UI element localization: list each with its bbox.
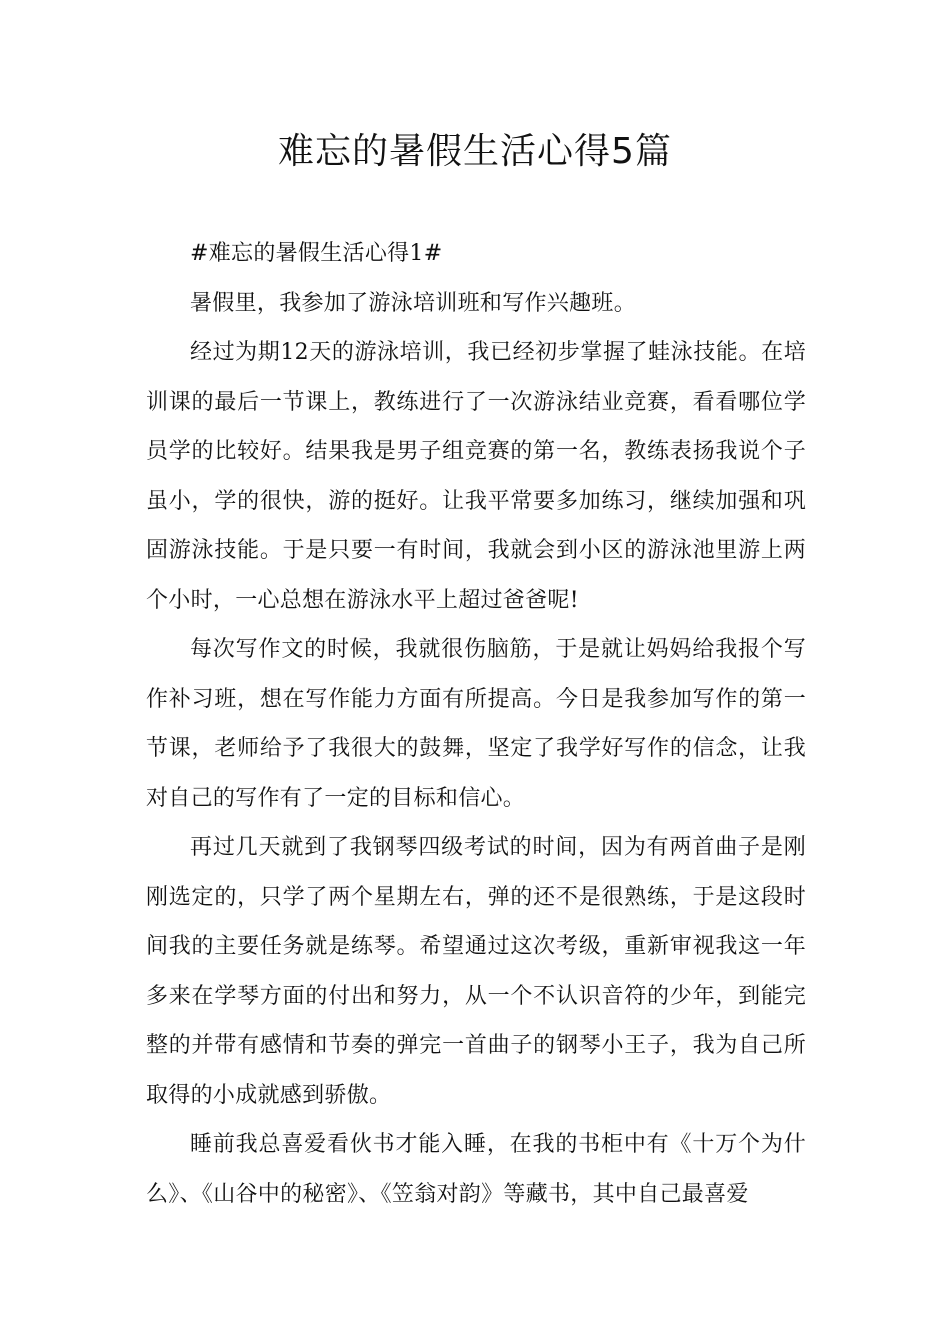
paragraph: 暑假里，我参加了游泳培训班和写作兴趣班。 bbox=[190, 290, 637, 316]
paragraph: 睡前我总喜爱看伙书才能入睡，在我的书柜中有《十万个为什么》、《山谷中的秘密》、《笠翁对韵》等藏书，其中自己最喜爱 bbox=[146, 1132, 806, 1207]
document-title: 难忘的暑假生活心得5篇 bbox=[278, 131, 672, 172]
paragraph: 每次写作文的时候，我就很伤脑筋，于是就让妈妈给我报个写作补习班，想在写作能力方面有所提高。今日是我参加写作的第一节课，老师给予了我很大的鼓舞，坚定了我学好写作的信念，让我对自己的写作有了一定的目标和信心。 bbox=[146, 637, 806, 811]
paragraph: 再过几天就到了我钢琴四级考试的时间，因为有两首曲子是刚刚选定的，只学了两个星期左右，弹的还不是很熟练，于是这段时间我的主要任务就是练琴。希望通过这次考级，重新审视我这一年多来在学琴方面的付出和努力，从一个不认识音符的少年，到能完整的并带有感情和节奏的弹完一首曲子的钢琴小王子，我为自己所取得的小成就感到骄傲。 bbox=[146, 835, 806, 1108]
section-heading: #难忘的暑假生活心得1# bbox=[190, 241, 443, 266]
document-body bbox=[146, 229, 806, 1219]
paragraph: 经过为期12天的游泳培训，我已经初步掌握了蛙泳技能。在培训课的最后一节课上，教练进行了一次游泳结业竞赛，看看哪位学员学的比较好。结果我是男子组竞赛的第一名，教练表扬我说个子虽小，学的很快，游的挺好。让我平常要多加练习，继续加强和巩固游泳技能。于是只要一有时间，我就会到小区的游泳池里游上两个小时，一心总想在游泳水平上超过爸爸呢! bbox=[146, 340, 806, 613]
